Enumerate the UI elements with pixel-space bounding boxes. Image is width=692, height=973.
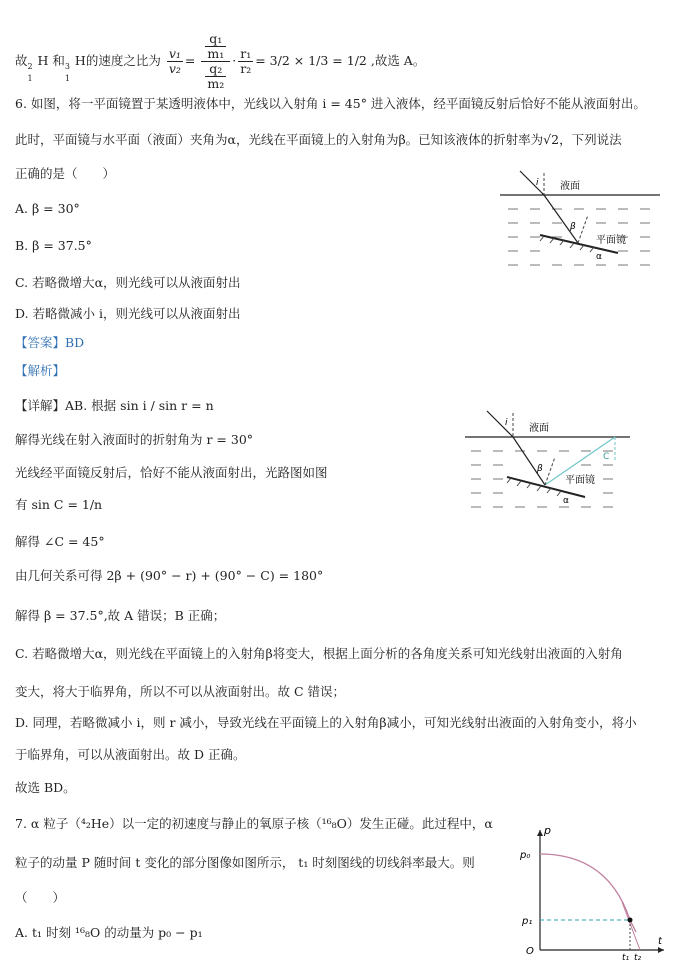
svg-text:O: O <box>526 946 534 957</box>
q6-option-d: D. 若略微减小 i，则光线可以从液面射出 <box>15 306 241 321</box>
option-d-explanation-1: D. 同理，若略微减小 i，则 r 减小，导致光线在平面镜上的入射角β减小，可知光线射出液面的入射角变小，将小 <box>15 715 637 730</box>
svg-text:p₀: p₀ <box>520 850 531 861</box>
momentum-time-graph <box>518 822 668 962</box>
option-c-explanation-1: C. 若略微增大α，则光线在平面镜上的入射角β将变大，根据上面分析的各角度关系可知光线射出液面的入射角 <box>15 646 623 661</box>
q6-option-a: A. β = 30° <box>15 201 80 216</box>
q7-stem-3: （ ） <box>15 890 66 905</box>
solution-line-1: 解得光线在射入液面时的折射角为 r = 30° <box>15 432 254 447</box>
svg-text:液面: 液面 <box>529 423 549 434</box>
refraction-diagram-1 <box>500 165 660 270</box>
q7-stem-2: 粒子的动量 P 随时间 t 变化的部分图像如图所示， t₁ 时刻图线的切线斜率最大。则 <box>15 855 475 870</box>
svg-text:α: α <box>563 496 569 506</box>
svg-text:β: β <box>537 464 543 474</box>
q6-option-b: B. β = 37.5° <box>15 238 92 253</box>
option-d-explanation-2: 于临界角，可以从液面射出。故 D 正确。 <box>15 747 246 762</box>
svg-text:t: t <box>658 936 662 947</box>
analysis-label: 【解析】 <box>15 363 66 378</box>
svg-text:p₁: p₁ <box>522 916 533 927</box>
svg-text:i: i <box>505 418 508 428</box>
q6-stem-1: 6. 如图，将一平面镜置于某透明液体中，光线以入射角 i = 45° 进入液体，经平面镜反射后恰好不能从液面射出。 <box>15 96 646 111</box>
top-line: 故 2 1 H 和 3 1 H的速度之比为 $\frac{\text{v₁}}{\text{v₂}}$ = $\frac{\frac{\text{q₁}}{\text{m₁}}}{\frac{\text{q₂}}{\text{m₂}}}$ · $\frac{\text{r₁}}{\text{r₂}}$ = 3/2 × 1/3 = 1/2 ,故选 A。 <box>15 31 426 91</box>
svg-text:平面镜: 平面镜 <box>565 475 595 486</box>
svg-text:p: p <box>544 824 551 837</box>
q6-stem-2: 此时，平面镜与水平面（液面）夹角为α，光线在平面镜上的入射角为β。已知该液体的折射率为√2，下列说法 <box>15 132 622 147</box>
solution-line-5: 由几何关系可得 2β + (90° − r) + (90° − C) = 180° <box>15 568 324 583</box>
svg-text:C: C <box>603 452 610 462</box>
detail-line: 【详解】AB. 根据 sin i / sin r = n <box>15 398 214 413</box>
svg-text:i: i <box>536 178 539 188</box>
svg-text:平面镜: 平面镜 <box>596 235 626 246</box>
refraction-diagram-2 <box>465 405 630 513</box>
svg-text:β: β <box>570 222 576 232</box>
solution-line-2: 光线经平面镜反射后，恰好不能从液面射出，光路图如图 <box>15 465 328 480</box>
option-c-explanation-2: 变大，将大于临界角，所以不可以从液面射出。故 C 错误； <box>15 684 346 699</box>
answer-label: 【答案】BD <box>15 335 85 350</box>
svg-text:t₁: t₁ <box>622 953 630 962</box>
solution-line-3: 有 sin C = 1/n <box>15 497 103 512</box>
q6-option-c: C. 若略微增大α，则光线可以从液面射出 <box>15 275 241 290</box>
solution-line-4: 解得 ∠C = 45° <box>15 534 105 549</box>
solution-line-6: 解得 β = 37.5°,故 A 错误；B 正确； <box>15 608 226 623</box>
svg-text:α: α <box>596 252 602 262</box>
q7-option-a: A. t₁ 时刻 ¹⁶₈O 的动量为 p₀ − p₁ <box>15 925 203 940</box>
svg-text:t₂: t₂ <box>634 953 642 962</box>
svg-text:液面: 液面 <box>560 181 580 192</box>
q6-stem-3: 正确的是（ ） <box>15 166 116 181</box>
final-answer: 故选 BD。 <box>15 780 76 795</box>
q7-stem-1: 7. α 粒子（⁴₂He）以一定的初速度与静止的氧原子核（¹⁶₈O）发生正碰。此过程中，α <box>15 816 493 831</box>
